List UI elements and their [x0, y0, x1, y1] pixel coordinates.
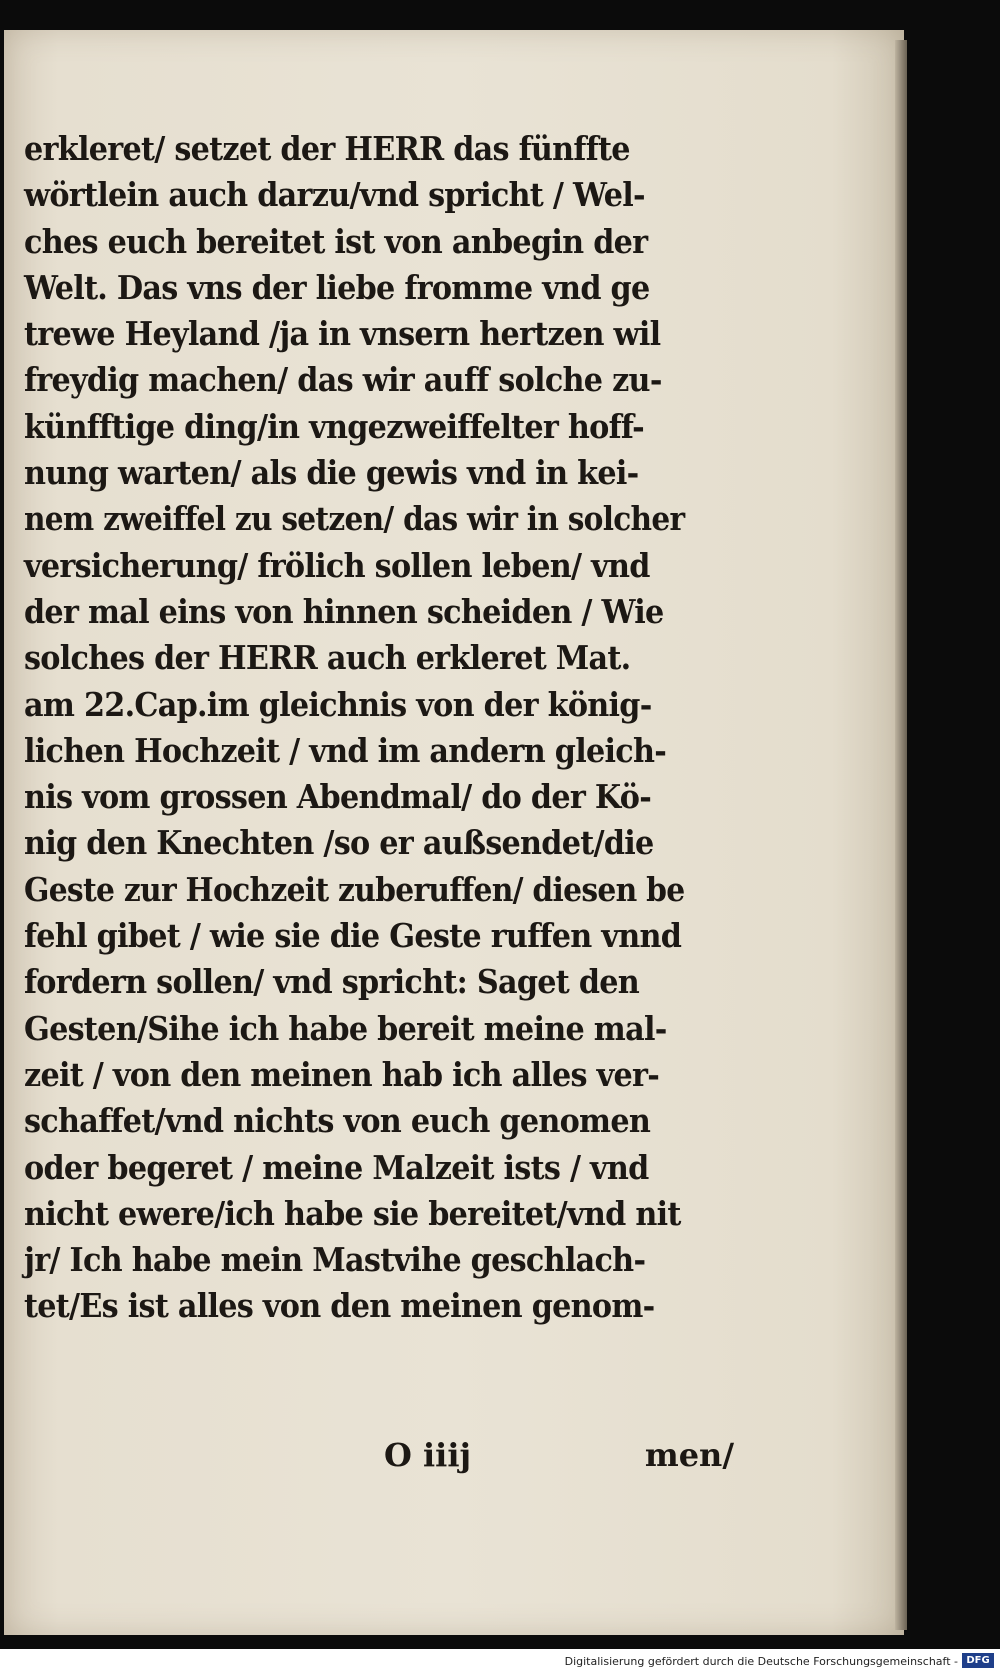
text-line: freydig machen/ das wir auff solche zu- [24, 360, 662, 400]
text-line: jr/ Ich habe mein Mastvihe geschlach- [24, 1240, 646, 1280]
text-line: fordern sollen/ vnd spricht: Saget den [24, 962, 640, 1002]
text-line: fehl gibet / wie sie die Geste ruffen vnnd [24, 916, 682, 956]
text-line: Gesten/Sihe ich habe bereit meine mal- [24, 1008, 667, 1048]
dfg-logo: DFG [962, 1653, 994, 1668]
text-line: versicherung/ frölich sollen leben/ vnd [24, 545, 650, 585]
text-line: nis vom grossen Abendmal/ do der Kö- [24, 777, 652, 817]
text-line: solches der HERR auch erkleret Mat. [24, 638, 631, 678]
text-line: erkleret/ setzet der HERR das fünffte [24, 129, 630, 168]
text-line: nem zweiffel zu setzen/ das wir in solcher [24, 499, 685, 539]
signature-mark: O iiij [384, 1436, 472, 1474]
text-line: nicht ewere/ich habe sie bereitet/vnd nit [24, 1193, 681, 1233]
text-line: trewe Heyland /ja in vnsern hertzen wil [24, 314, 661, 354]
text-line: Welt. Das vns der liebe fromme vnd ge [24, 267, 650, 307]
text-line: nung warten/ als die gewis vnd in kei- [24, 453, 639, 493]
text-line: zeit / von den meinen hab ich alles ver- [24, 1054, 660, 1094]
page-text [24, 126, 744, 1474]
page-edge [895, 40, 907, 1630]
text-line: am 22.Cap.im gleichnis von der könig- [24, 684, 652, 724]
text-line: oder begeret / meine Malzeit ists / vnd [24, 1147, 649, 1187]
text-line: künfftige ding/in vngezweiffelter hoff- [24, 406, 644, 446]
text-line: wörtlein auch darzu/vnd spricht / Wel- [24, 175, 645, 215]
text-line: lichen Hochzeit / vnd im andern gleich- [24, 730, 667, 770]
text-line: nig den Knechten /so er außsendet/die [24, 823, 654, 863]
text-line: tet/Es ist alles von den meinen genom- [24, 1286, 655, 1326]
text-line: der mal eins von hinnen scheiden / Wie [24, 591, 664, 631]
credit-bar [0, 1649, 1000, 1671]
credit-text: Digitalisierung gefördert durch die Deutsche Forschungsgemeinschaft - [564, 1655, 958, 1668]
text-line: ches euch bereitet ist von anbegin der [24, 221, 648, 261]
page-footer [24, 1436, 744, 1486]
text-line: schaffet/vnd nichts von euch genomen [24, 1101, 651, 1141]
text-line: Geste zur Hochzeit zuberuffen/ diesen be [24, 869, 685, 909]
book-page [4, 30, 904, 1635]
catchword: men/ [644, 1436, 734, 1474]
